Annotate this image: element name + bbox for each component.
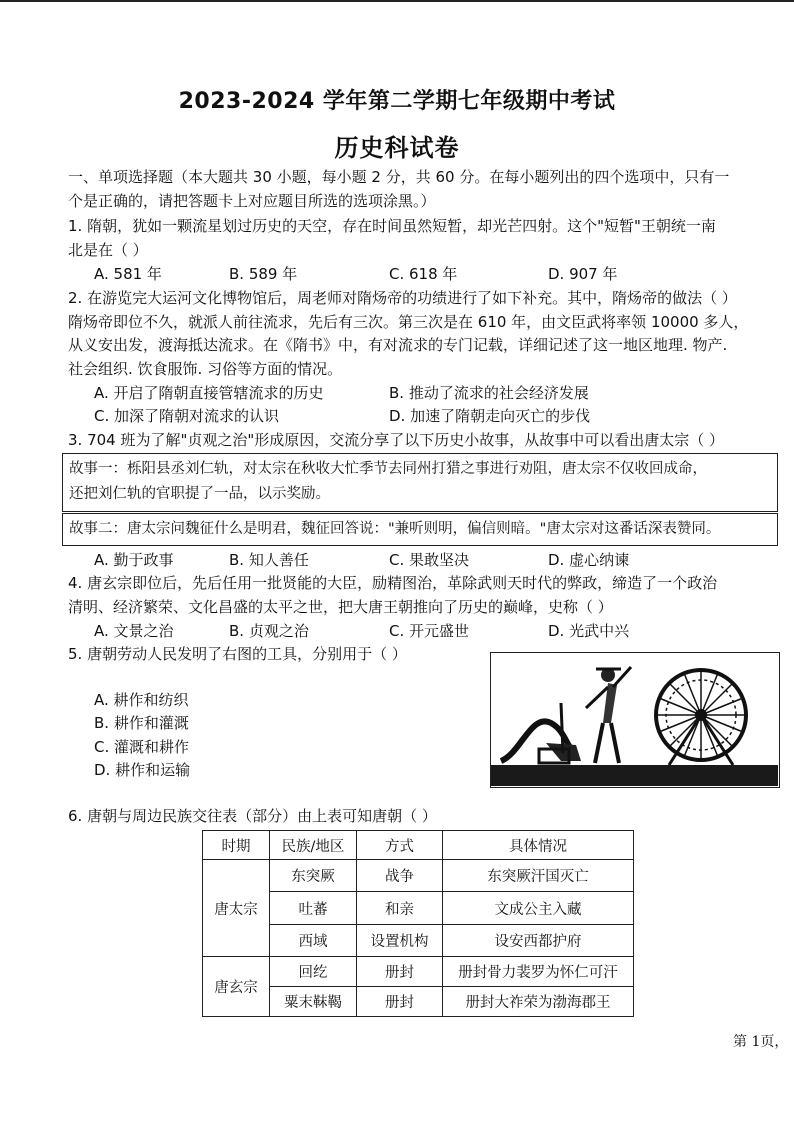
q2-option-a[interactable]: A. 开启了隋朝直接管辖流求的历史 [94,384,324,402]
table-header-cell: 民族/地区 [270,831,357,860]
table-header-row [203,831,634,860]
q2-stem-line4: 社会组织. 饮食服饰. 习俗等方面的情况。 [68,360,343,378]
section-instruction-line2: 个是正确的，请把答题卡上对应题目所选的选项涂黑。） [68,192,436,210]
q4-option-b[interactable]: B. 贞观之治 [229,622,309,640]
q1-option-b[interactable]: B. 589 年 [229,265,298,283]
table-cell: 吐蕃 [270,892,357,925]
table-cell: 回纥 [270,957,357,987]
q5-stem-line1: 5. 唐朝劳动人民发明了右图的工具，分别用于（ ） [68,645,407,663]
q4-option-d[interactable]: D. 光武中兴 [548,622,630,640]
q3-stem-line1: 3. 704 班为了解"贞观之治"形成原因，交流分享了以下历史小故事，从故事中可以看出唐太宗（ ） [68,431,725,449]
q3-option-a[interactable]: A. 勤于政事 [94,551,174,569]
q1-option-c[interactable]: C. 618 年 [389,265,458,283]
table-cell: 粟末靺鞨 [270,987,357,1017]
tool-illustration [490,652,780,788]
page-number: 第 1页， [733,1034,789,1050]
q5-option-a[interactable]: A. 耕作和纺织 [94,691,189,709]
table-header-cell: 时期 [203,831,270,860]
exam-title: 2023-2024 学年第二学期七年级期中考试 [178,89,616,114]
ethnic-relations-table [202,830,634,1017]
table-row [203,957,634,987]
plow-and-waterwheel-image [491,653,778,786]
q3-option-b[interactable]: B. 知人善任 [229,551,309,569]
q3-option-d[interactable]: D. 虚心纳谏 [548,551,630,569]
table-cell: 册封 [357,957,443,987]
q2-option-c[interactable]: C. 加深了隋朝对流求的认识 [94,407,280,425]
section-instruction-line1: 一、单项选择题（本大题共 30 小题，每小题 2 分，共 60 分。在每小题列出的四个选项中，只有一 [68,168,730,186]
q2-stem-line2: 隋炀帝即位不久，就派人前往流求，先后有三次。第三次是在 610 年，由文臣武将率领 10000 多人， [68,313,749,331]
tongche-waterwheel-icon [656,670,746,765]
story2-line: 故事二：唐太宗问魏征什么是明君，魏征回答说："兼听则明，偏信则暗。"唐太宗对这番话深表赞同。 [69,521,721,537]
table-cell: 西域 [270,925,357,957]
farmer-figure-icon [586,667,631,763]
story1-line2: 还把刘仁轨的官职提了一品，以示奖励。 [69,486,330,502]
q4-stem-line1: 4. 唐玄宗即位后，先后任用一批贤能的大臣，励精图治，革除武则天时代的弊政，缔造了一个政治 [68,574,718,592]
table-header-cell: 方式 [357,831,443,860]
table-cell: 设安西都护府 [443,925,634,957]
q6-stem-line1: 6. 唐朝与周边民族交往表（部分）由上表可知唐朝（ ） [68,807,437,825]
exam-subtitle: 历史科试卷 [334,134,460,162]
top-border [0,0,794,2]
table-cell: 册封大祚荣为渤海郡王 [443,987,634,1017]
q2-stem-line3: 从义安出发，渡海抵达流求。在《隋书》中，有对流求的专门记载，详细记述了这一地区地理. 物产. [68,336,728,354]
q2-stem-line1: 2. 在游览完大运河文化博物馆后，周老师对隋炀帝的功绩进行了如下补充。其中，隋炀帝的做法（ ） [68,289,737,307]
table-cell: 册封 [357,987,443,1017]
q4-option-a[interactable]: A. 文景之治 [94,622,174,640]
story-box-2 [62,513,778,546]
q2-option-b[interactable]: B. 推动了流求的社会经济发展 [389,384,589,402]
table-cell: 东突厥汗国灭亡 [443,860,634,892]
table-period-cell: 唐太宗 [203,860,270,957]
table-period-cell: 唐玄宗 [203,957,270,1017]
q1-stem-line2: 北是在（ ） [68,241,148,259]
q4-option-c[interactable]: C. 开元盛世 [389,622,470,640]
q1-option-d[interactable]: D. 907 年 [548,265,618,283]
q5-option-d[interactable]: D. 耕作和运输 [94,761,191,779]
table-cell: 文成公主入藏 [443,892,634,925]
table-cell: 册封骨力裴罗为怀仁可汗 [443,957,634,987]
q2-option-d[interactable]: D. 加速了隋朝走向灭亡的步伐 [389,407,591,425]
table-row [203,860,634,892]
table-header-cell: 具体情况 [443,831,634,860]
q5-option-b[interactable]: B. 耕作和灌溉 [94,714,189,732]
q5-option-c[interactable]: C. 灌溉和耕作 [94,738,190,756]
q4-stem-line2: 清明、经济繁荣、文化昌盛的太平之世，把大唐王朝推向了历史的巅峰，史称（ ） [68,598,613,616]
story-box-1 [62,453,778,512]
quyuan-plow-icon [501,703,581,763]
table-cell: 设置机构 [357,925,443,957]
table-cell: 战争 [357,860,443,892]
q1-stem-line1: 1. 隋朝，犹如一颗流星划过历史的天空，存在时间虽然短暂，却光芒四射。这个"短暂"王朝统一南 [68,217,716,235]
story1-line1: 故事一：栎阳县丞刘仁轨，对太宗在秋收大忙季节去同州打猎之事进行劝阻，唐太宗不仅收回成命， [69,461,707,477]
table-cell: 东突厥 [270,860,357,892]
q3-option-c[interactable]: C. 果敢坚决 [389,551,470,569]
q1-option-a[interactable]: A. 581 年 [94,265,162,283]
table-cell: 和亲 [357,892,443,925]
